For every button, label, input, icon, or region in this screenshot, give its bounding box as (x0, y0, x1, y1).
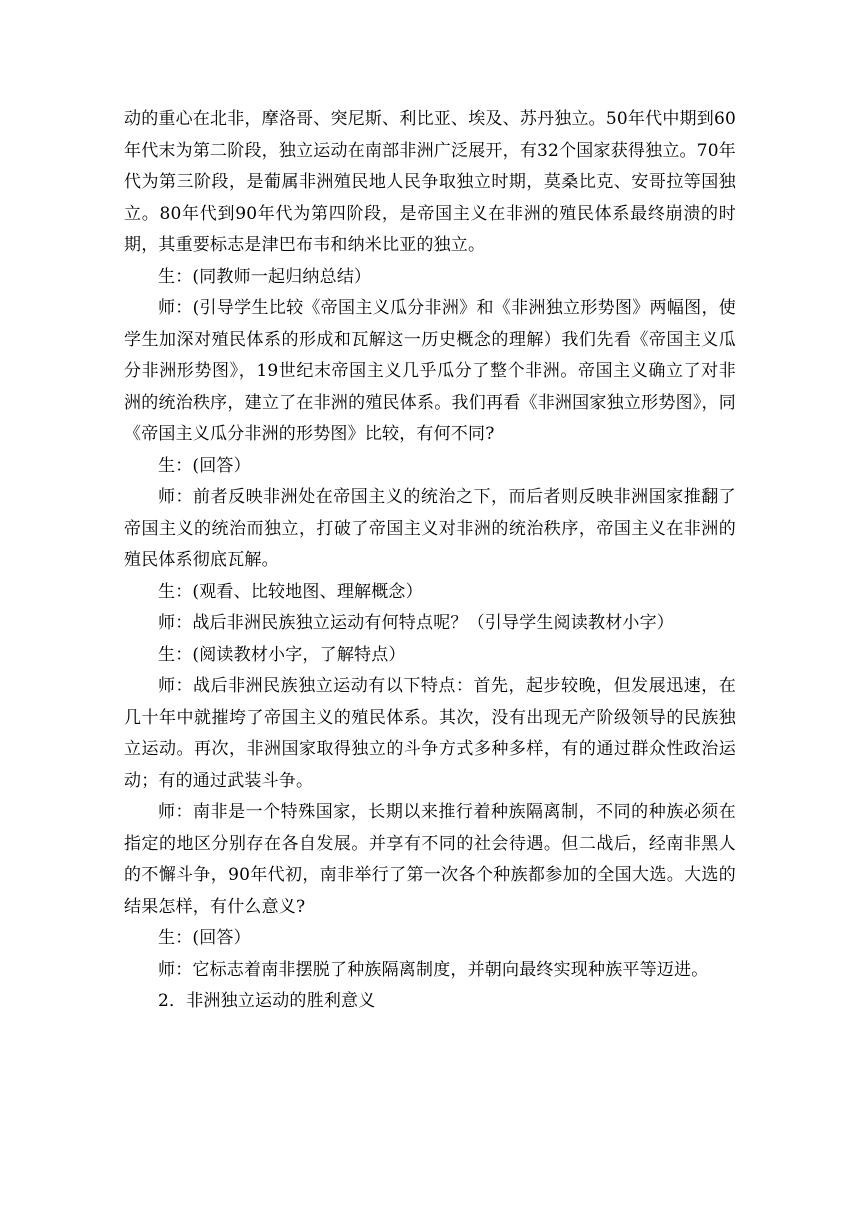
paragraph-6: 生：(观看、比较地图、理解概念） (158, 581, 423, 602)
paragraph-9: 师：战后非洲民族独立运动有以下特点：首先，起步较晚，但发展迅速，在几十年中就摧垮了帝国主义的殖民体系。其次，没有出现无产阶级领导的民族独立运动。再次，非洲国家取得独立的斗争方式多种多样，有的通过群众性政治运动；有的通过武装斗争。 (124, 676, 736, 791)
paragraph-11: 生：(回答） (158, 928, 251, 948)
paragraph-4: 生：(回答） (158, 455, 251, 476)
paragraph-10: 师：南非是一个特殊国家，长期以来推行着种族隔离制，不同的种族必须在指定的地区分别存在各自发展。并享有不同的社会待遇。但二战后，经南非黑人的不懈斗争，90年代初，南非举行了第一次各个种族都参加的全国大选。大选的结果怎样，有什么意义? (124, 802, 736, 917)
paragraph-5: 师：前者反映非洲处在帝国主义的统治之下，而后者则反映非洲国家推翻了帝国主义的统治而独立，打破了帝国主义对非洲的统治秩序，帝国主义在非洲的殖民体系彻底瓦解。 (124, 487, 736, 570)
paragraph-1: 动的重心在北非，摩洛哥、突尼斯、利比亚、埃及、苏丹独立。50年代中期到60年代末为第二阶段，独立运动在南部非洲广泛展开，有32个国家获得独立。70年代为第三阶段，是葡属非洲殖民地人民争取独立时期，莫桑比克、安哥拉等国独立。80年代到90年代为第四阶段，是帝国主义在非洲的殖民体系最终崩溃的时期，其重要标志是津巴布韦和纳米比亚的独立。 (124, 109, 736, 255)
document-page (124, 104, 736, 1018)
paragraph-3: 师：(引导学生比较《帝国主义瓜分非洲》和《非洲独立形势图》两幅图，使学生加深对殖民体系的形成和瓦解这一历史概念的理解）我们先看《帝国主义瓜分非洲形势图》，19世纪末帝国主义几乎瓜分了整个非洲。帝国主义确立了对非洲的统治秩序，建立了在非洲的殖民体系。我们再看《非洲国家独立形势图》，同《帝国主义瓜分非洲的形势图》比较，有何不同? (124, 298, 736, 444)
paragraph-8: 生：(阅读教材小字，了解特点） (158, 644, 406, 665)
section-heading: 2．非洲独立运动的胜利意义 (158, 991, 376, 1011)
paragraph-7: 师：战后非洲民族独立运动有何特点呢？（引导学生阅读教材小字） (158, 613, 674, 633)
paragraph-12: 师：它标志着南非摆脱了种族隔离制度，并朝向最终实现种族平等迈进。 (158, 959, 709, 980)
paragraph-2: 生：(同教师一起归纳总结） (158, 266, 372, 287)
